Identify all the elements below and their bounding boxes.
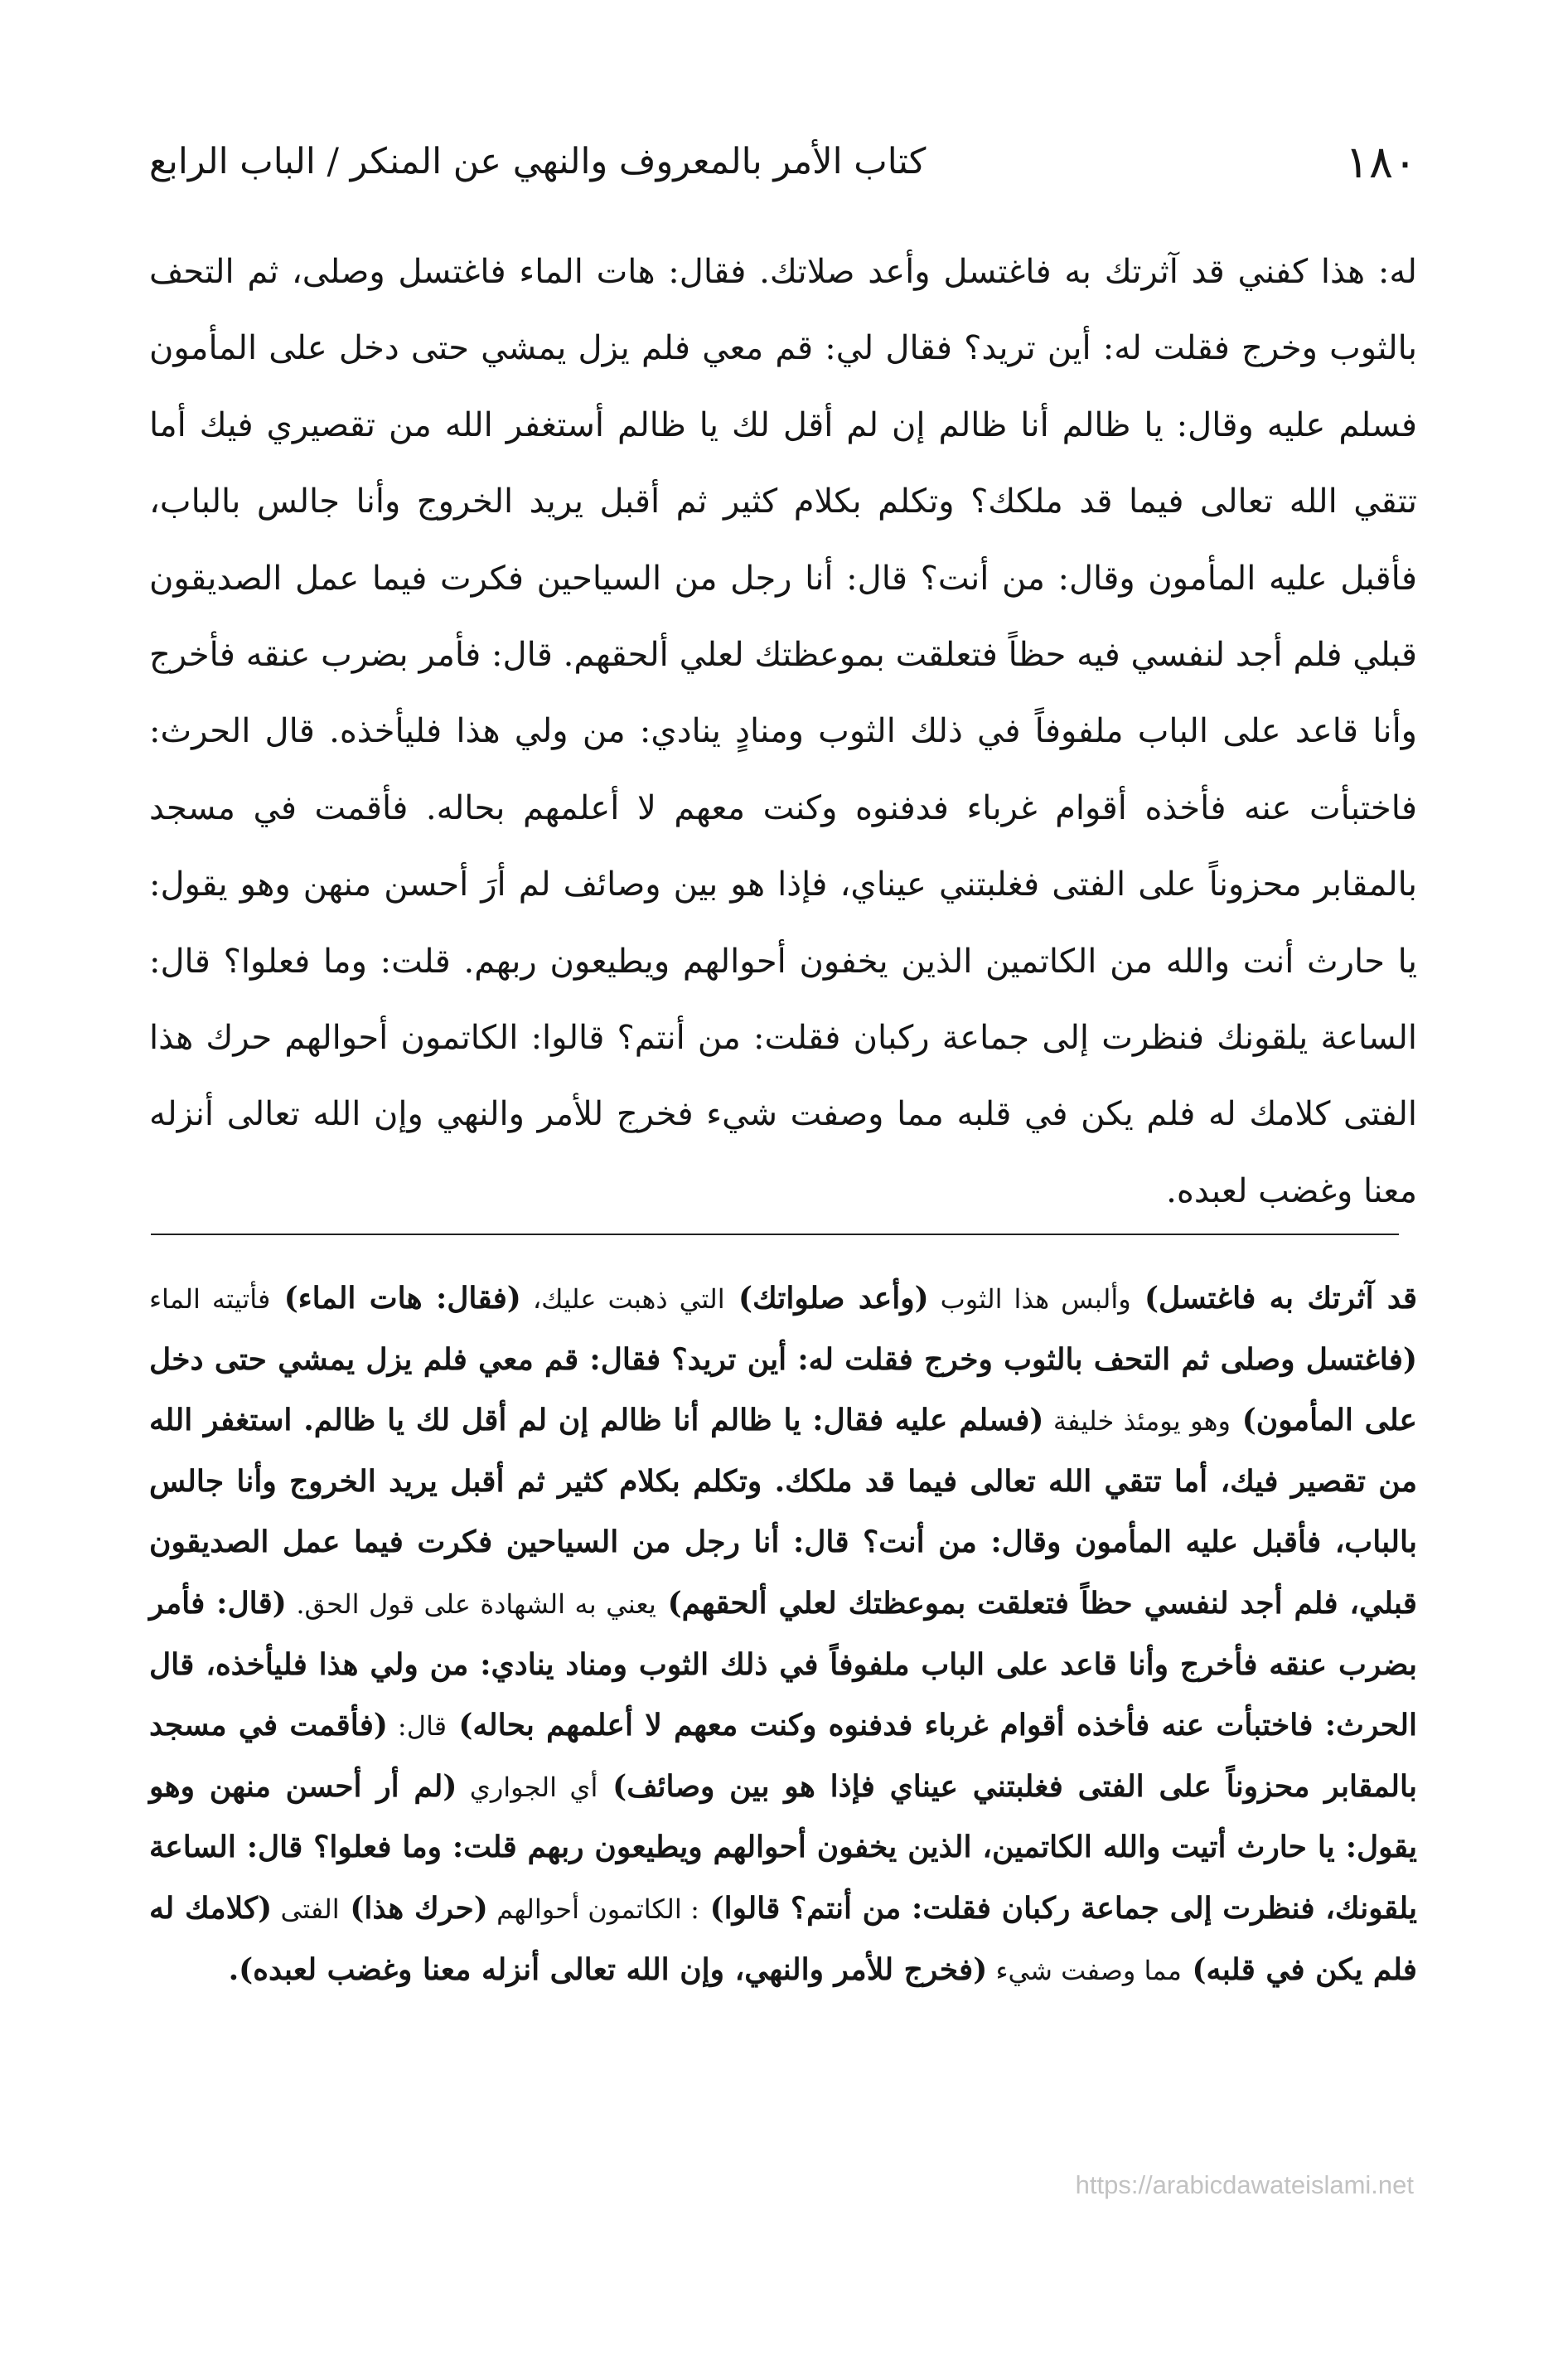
- quoted-text-segment: (فاغتسل وصلى ثم التحف بالثوب وخرج فقلت له: أين تريد؟ فقال: قم معي فلم يزل يمشي حتى دخل على المأمون): [149, 1341, 1418, 1438]
- page-number: ١٨٠: [1344, 135, 1417, 188]
- running-title: كتاب الأمر بالمعروف والنهي عن المنكر / الباب الرابع: [149, 141, 927, 182]
- page-header: [149, 124, 1417, 199]
- commentary-segment: وألبس هذا الثوب: [928, 1283, 1131, 1315]
- commentary-segment: يعني به الشهادة على قول الحق.: [286, 1587, 656, 1620]
- commentary-text: [149, 1268, 1417, 2000]
- quoted-text-segment: (وأعد صلواتك): [724, 1281, 929, 1316]
- quoted-text-segment: قد آثرتك به فاغتسل): [1130, 1281, 1418, 1316]
- quoted-text-segment: (فأقمت في مسجد بالمقابر محزوناً على الفتى فغلبتني عيناي فإذا هو بين وصائف): [149, 1708, 1418, 1804]
- commentary-segment: أي الجواري: [457, 1771, 598, 1803]
- commentary-segment: التي ذهبت عليك،: [520, 1283, 725, 1315]
- quoted-text-segment: (فسلم عليه فقال: يا ظالم أنا ظالم إن لم أقل لك يا ظالم. استغفر الله من تقصير فيك، أما تتقي الله تعالى فيما قد ملكك. وتكلم بكلام كثير ثم أقبل يريد الخروج وأنا جالس بالباب، فأقبل عليه المأمون وقال: من أنت؟ قال: أنا رجل من السياحين فكرت فيما عمل الصديقون قبلي، فلم أجد لنفسي حظاً فتعلقت بموعظتك لعلي ألحقهم): [149, 1403, 1418, 1621]
- quoted-text-segment: (فقال: هات الماء): [270, 1281, 521, 1316]
- commentary-paragraph: [149, 1268, 1417, 2000]
- main-text: [149, 234, 1417, 1229]
- commentary-segment: الفتى: [272, 1893, 340, 1925]
- commentary-segment: : الكاتمون أحوالهم: [487, 1893, 699, 1925]
- commentary-segment: وهو يومئذ خليفة: [1043, 1405, 1231, 1437]
- quoted-text-segment: (قال: فأمر بضرب عنقه فأخرج وأنا قاعد على الباب ملفوفاً في ذلك الثوب ومناد ينادي: من ولي هذا فليأخذه، قال الحرث: فاختبأت عنه فأخذه أقوام غرباء فدفنوه وكنت معهم لا أعلمهم بحاله): [149, 1585, 1418, 1743]
- quoted-text-segment: (حرك هذا): [339, 1890, 488, 1926]
- main-paragraph: له: هذا كفني قد آثرتك به فاغتسل وأعد صلاتك. فقال: هات الماء فاغتسل وصلى، ثم التحف بالثوب وخرج فقلت له: أين تريد؟ فقال لي: قم معي فلم يزل يمشي حتى دخل على المأمون فسلم عليه وقال: يا ظالم أنا ظالم إن لم أقل لك يا ظالم أستغفر الله من تقصيري فيك أما تتقي الله تعالى فيما قد ملكك؟ وتكلم بكلام كثير ثم أقبل يريد الخروج وأنا جالس بالباب، فأقبل عليه المأمون وقال: من أنت؟ قال: أنا رجل من السياحين فكرت فيما عمل الصديقون قبلي فلم أجد لنفسي فيه حظاً فتعلقت بموعظتك لعلي ألحقهم. قال: فأمر بضرب عنقه فأخرج وأنا قاعد على الباب ملفوفاً في ذلك الثوب ومنادٍ ينادي: من ولي هذا فليأخذه. قال الحرث: فاختبأت عنه فأخذه أقوام غرباء فدفنوه وكنت معهم لا أعلمهم بحاله. فأقمت في مسجد بالمقابر محزوناً على الفتى فغلبتني عيناي، فإذا هو بين وصائف لم أرَ أحسن منهن وهو يقول: يا حارث أنت والله من الكاتمين الذين يخفون أحوالهم ويطيعون ربهم. قلت: وما فعلوا؟ قال: الساعة يلقونك فنظرت إلى جماعة ركبان فقلت: من أنتم؟ قالوا: الكاتمون أحوالهم حرك هذا الفتى كلامك له فلم يكن في قلبه مما وصفت شيء فخرج للأمر والنهي وإن الله تعالى أنزله معنا وغضب لعبده.: [149, 253, 1417, 1210]
- quoted-text-segment: (كلامك له فلم يكن في قلبه): [149, 1890, 1417, 1987]
- quoted-text-segment: (فخرج للأمر والنهي، وإن الله تعالى أنزله معنا وغضب لعبده).: [228, 1951, 988, 1987]
- watermark-url: https://arabicdawateislami.net: [1075, 2170, 1414, 2199]
- commentary-segment: مما وصفت شيء: [987, 1954, 1182, 1986]
- quoted-text-segment: (لم أر أحسن منهن وهو يقول: يا حارث أتيت والله الكاتمين، الذين يخفون أحوالهم ويطيعون ربهم قلت: وما فعلوا؟ قال: الساعة يلقونك، فنظرت إلى جماعة ركبان فقلت: من أنتم؟ قالوا): [149, 1768, 1417, 1926]
- commentary-segment: فأتيته الماء: [149, 1283, 271, 1315]
- footnote-divider: [151, 1234, 1399, 1235]
- commentary-segment: قال:: [387, 1710, 448, 1743]
